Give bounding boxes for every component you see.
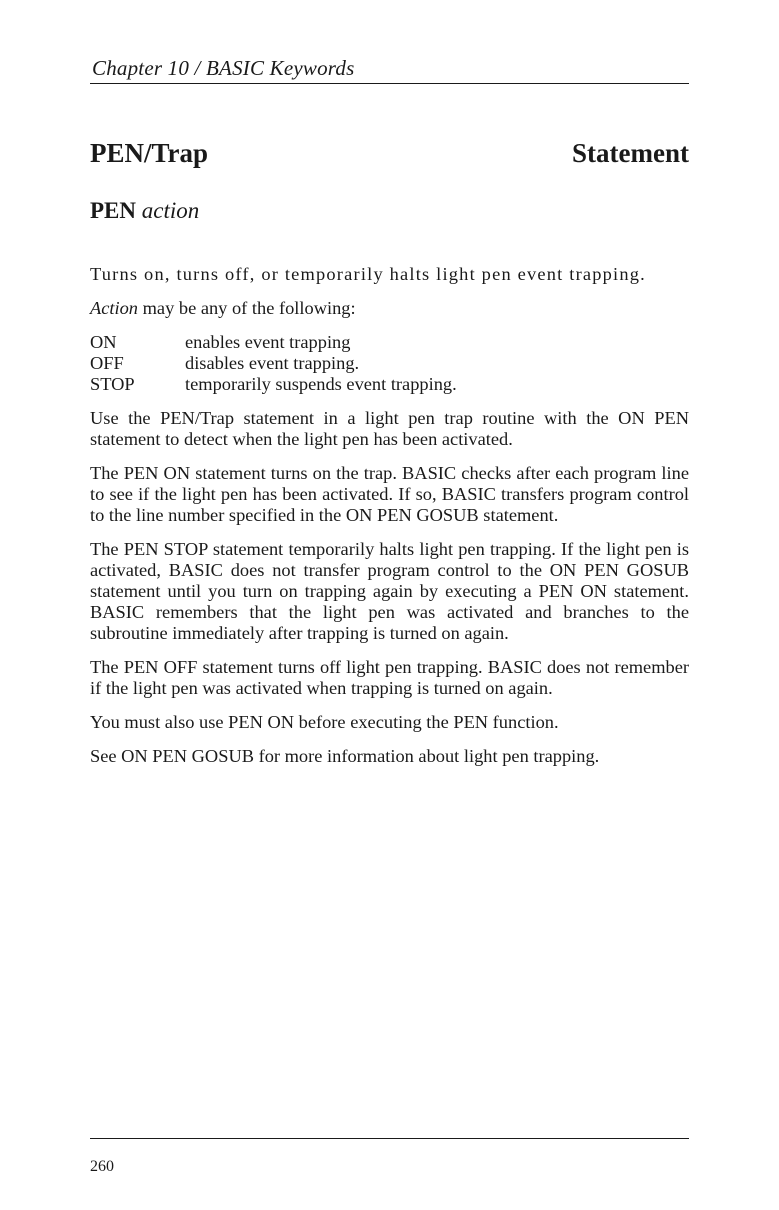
paragraph: You must also use PEN ON before executing the PEN function. xyxy=(90,712,559,732)
entry-type: Statement xyxy=(572,138,689,168)
syntax-keyword: PEN xyxy=(90,198,136,223)
option-key: ON xyxy=(90,332,117,352)
action-rest: may be any of the following: xyxy=(138,298,356,318)
paragraph: See ON PEN GOSUB for more information about light pen trapping. xyxy=(90,746,600,766)
manual-page xyxy=(90,0,689,1210)
paragraph: The PEN ON statement turns on the trap. BASIC checks after each program line to see if the light pen has been activated. If so, BASIC transfers program control to the line number specified in the ON PEN GOSUB statement. xyxy=(90,463,689,525)
header-rule xyxy=(90,83,689,84)
option-row xyxy=(90,374,689,395)
option-desc: enables event trapping xyxy=(185,332,351,352)
option-key: OFF xyxy=(90,353,124,373)
entry-title-row xyxy=(90,138,689,169)
option-desc: temporarily suspends event trapping. xyxy=(185,374,457,394)
syntax-line xyxy=(90,198,199,224)
footer-rule xyxy=(90,1138,689,1139)
paragraph: The PEN OFF statement turns off light pen trapping. BASIC does not remember if the light pen was activated when trapping is turned on again. xyxy=(90,657,689,698)
action-word: Action xyxy=(90,298,139,318)
entry-title: PEN/Trap xyxy=(90,138,209,168)
option-desc: disables event trapping. xyxy=(185,353,360,373)
body-text xyxy=(90,264,689,780)
option-row xyxy=(90,332,689,353)
action-options xyxy=(90,332,689,395)
option-row xyxy=(90,353,689,374)
syntax-argument: action xyxy=(141,198,200,223)
action-paragraph xyxy=(90,298,689,319)
page-number: 260 xyxy=(90,1158,114,1175)
paragraph: Use the PEN/Trap statement in a light pen trap routine with the ON PEN statement to detect when the light pen has been activated. xyxy=(90,408,689,449)
intro-paragraph: Turns on, turns off, or temporarily halts light pen event trapping. xyxy=(90,264,646,284)
paragraph: The PEN STOP statement temporarily halts light pen trapping. If the light pen is activated, BASIC does not transfer program control to the ON PEN GOSUB statement until you turn on trapping again by executing a PEN ON statement. BASIC remembers that the light pen was activated and branches to the subroutine immediately after trapping is turned on again. xyxy=(90,539,689,643)
option-key: STOP xyxy=(90,374,135,394)
running-head: Chapter 10 / BASIC Keywords xyxy=(92,56,355,80)
